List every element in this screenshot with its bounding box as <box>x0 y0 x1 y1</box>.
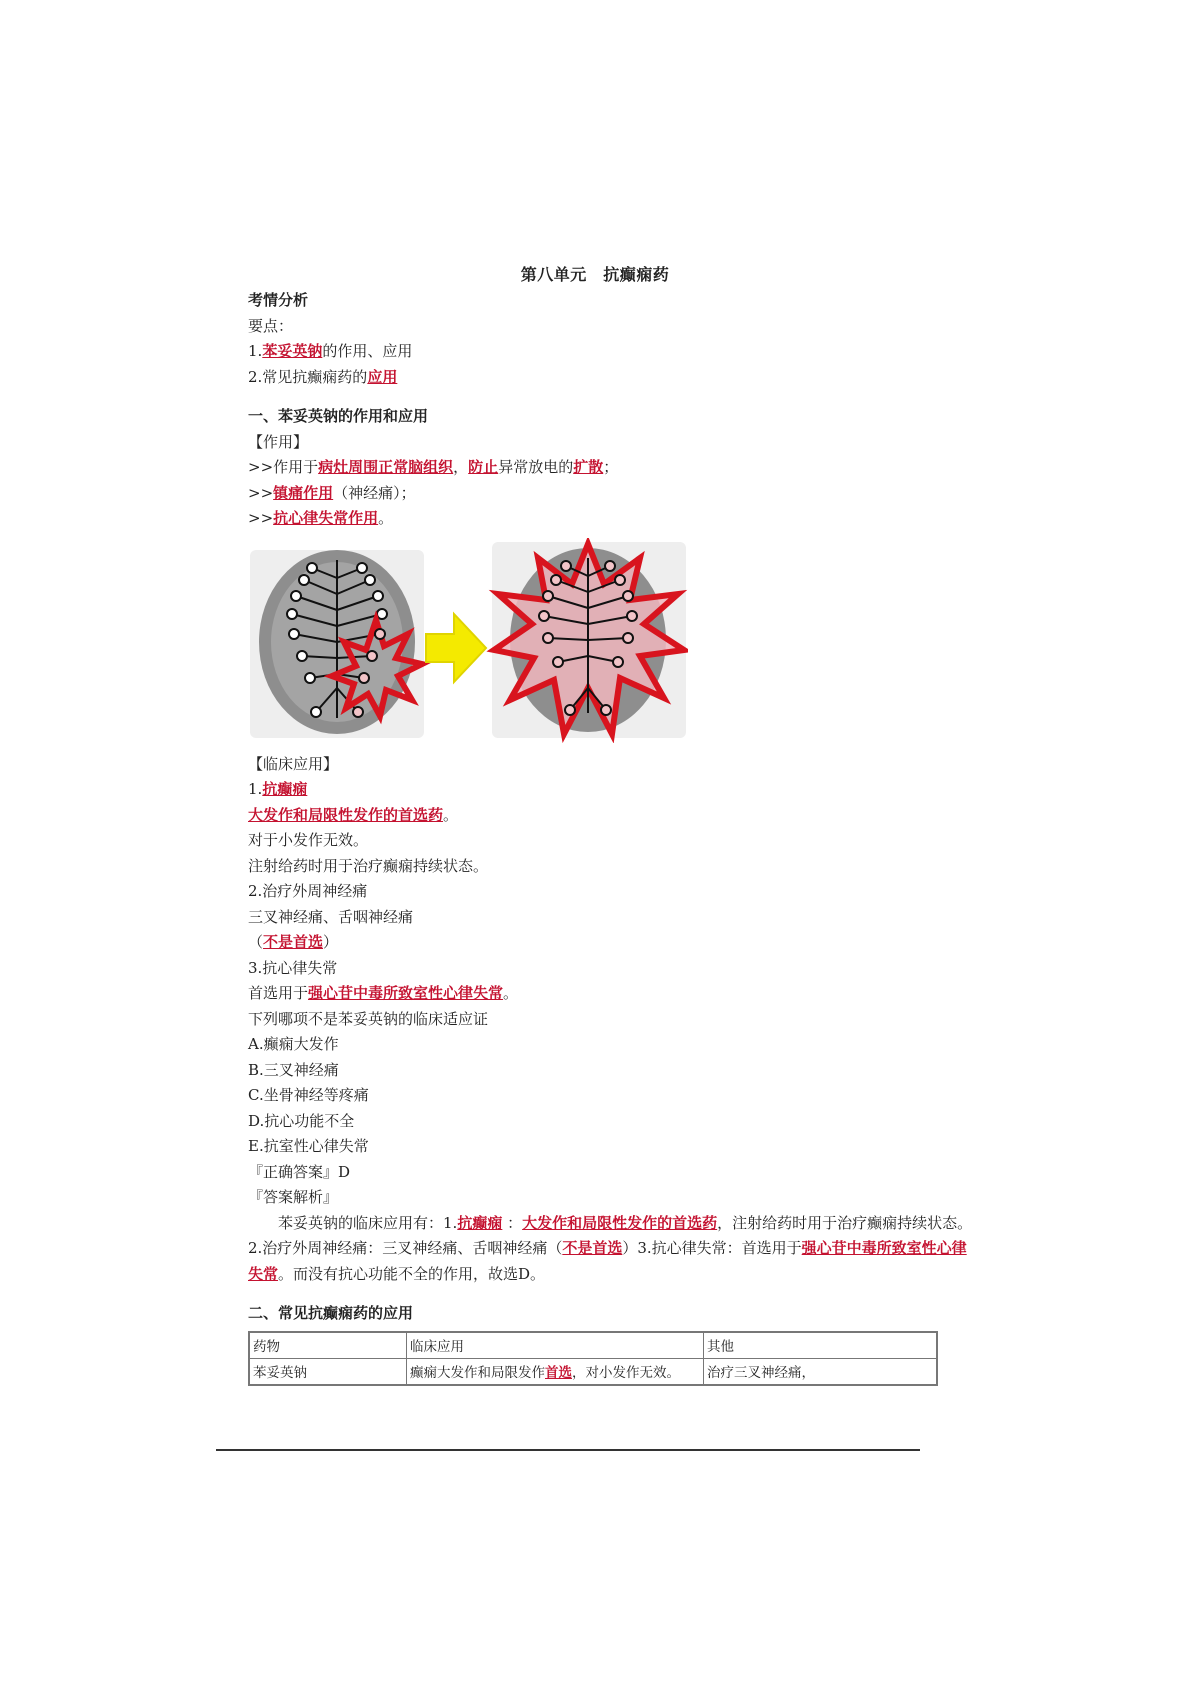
clinical-1-line2 <box>248 803 978 829</box>
clinical-1-line2-end: 。 <box>443 805 459 824</box>
exp-highlight-2: 大发作和局限性发作的首选药 <box>522 1213 718 1232</box>
clinical-2-line2: 三叉神经痛、舌咽神经痛 <box>248 907 414 926</box>
answer-explanation <box>248 1211 978 1288</box>
clinical-3-line1: 3.抗心律失常 <box>248 958 338 977</box>
exp-part-2: ： <box>502 1213 523 1232</box>
clinical-2-highlight: 不是首选 <box>263 933 324 951</box>
spread-arrow-icon <box>426 614 486 682</box>
clinical-2-line1: 2.治疗外周神经痛 <box>248 882 368 900</box>
point-2-prefix: 2.常见抗癫痫药的 <box>248 367 368 386</box>
clinical-2-close: ） <box>323 933 339 951</box>
footer-divider <box>216 1449 920 1451</box>
question-stem: 下列哪项不是苯妥英钠的临床适应证 <box>248 1009 489 1028</box>
seizure-spread-figure <box>248 538 978 748</box>
use-end: ，对小发作无效。 <box>572 1365 680 1381</box>
section2-heading: 二、常见抗癫痫药的应用 <box>248 1304 414 1322</box>
table-row <box>249 1358 937 1385</box>
use-highlight: 首选 <box>545 1365 572 1381</box>
point-1-prefix: 1. <box>248 342 263 360</box>
exp-highlight-4: 强心苷中毒所致室性心律失常 <box>248 1239 967 1283</box>
clinical-3-highlight: 强心苷中毒所致室性心律失常 <box>308 984 504 1002</box>
analysis-label: 『答案解析』 <box>248 1188 339 1206</box>
section1-heading: 一、苯妥英钠的作用和应用 <box>248 407 429 425</box>
action-2-highlight: 镇痛作用 <box>273 483 334 502</box>
clinical-3-prefix: 首选用于 <box>248 984 309 1002</box>
content <box>248 288 978 1386</box>
table-header-cell: 其他 <box>704 1332 938 1359</box>
point-1-highlight: 苯妥英钠 <box>262 342 323 360</box>
action-3-end: 。 <box>378 509 394 527</box>
clinical-1-prefix: 1. <box>248 780 263 798</box>
exp-part-3: ，注射给药时用于治疗癫痫持续状态。2.治疗外周神经痛：三叉神经痛、舌咽神经痛（ <box>248 1213 973 1257</box>
table-header-cell: 药物 <box>249 1332 407 1359</box>
drug-table <box>248 1331 938 1386</box>
clinical-2-line3 <box>248 930 978 956</box>
action-1-end: ； <box>603 458 619 476</box>
point-1 <box>248 339 978 365</box>
clinical-1-highlight: 抗癫痫 <box>262 780 308 798</box>
table-header-cell: 临床应用 <box>407 1332 704 1359</box>
table-header-row <box>249 1332 937 1359</box>
exp-highlight-3: 不是首选 <box>562 1239 623 1257</box>
option-c: C.坐骨神经等疼痛 <box>248 1086 369 1104</box>
action-3-prefix: >> <box>248 509 274 527</box>
clinical-label: 【临床应用】 <box>248 754 339 773</box>
action-1-prefix: >>作用于 <box>248 458 319 476</box>
action-1-mid: 异常放电的 <box>498 458 574 476</box>
option-a: A.癫痫大发作 <box>248 1035 339 1053</box>
exp-part-5: 。而没有抗心功能不全的作用，故选D。 <box>278 1264 546 1283</box>
points-label: 要点： <box>248 316 294 335</box>
table-cell-use <box>407 1358 704 1385</box>
action-3 <box>248 506 978 532</box>
table-cell-other: 治疗三叉神经痛， <box>704 1358 938 1385</box>
correct-answer: 『正确答案』D <box>248 1162 351 1181</box>
action-3-highlight: 抗心律失常作用 <box>273 509 379 527</box>
clinical-1-line2-highlight: 大发作和局限性发作的首选药 <box>248 805 444 824</box>
point-1-rest: 的作用、应用 <box>322 342 413 360</box>
exp-highlight-1: 抗癫痫 <box>457 1213 503 1232</box>
action-1 <box>248 455 978 481</box>
action-label: 【作用】 <box>248 432 309 451</box>
action-1-sep: ， <box>453 458 469 476</box>
analysis-heading: 考情分析 <box>248 291 309 309</box>
clinical-3-line2 <box>248 981 978 1007</box>
clinical-1-line3: 对于小发作无效。 <box>248 831 369 849</box>
option-e: E.抗室性心律失常 <box>248 1137 369 1155</box>
seizure-spread-illustration <box>248 538 688 743</box>
clinical-3-end: 。 <box>503 984 519 1002</box>
page-title: 第八单元 抗癫痫药 <box>520 265 670 284</box>
action-1-highlight-2: 防止 <box>468 458 499 476</box>
action-2-prefix: >> <box>248 483 274 502</box>
exp-part-4: ）3.抗心律失常：首选用于 <box>622 1239 802 1257</box>
exp-part-1: 苯妥英钠的临床应用有：1. <box>278 1213 458 1232</box>
clinical-1-line4: 注射给药时用于治疗癫痫持续状态。 <box>248 856 489 875</box>
point-2 <box>248 365 978 391</box>
clinical-1 <box>248 777 978 803</box>
action-1-highlight-3: 扩散 <box>573 458 604 476</box>
point-2-highlight: 应用 <box>367 367 398 386</box>
table-cell-drug: 苯妥英钠 <box>249 1358 407 1385</box>
clinical-2-open: （ <box>248 933 264 951</box>
use-prefix: 癫痫大发作和局限发作 <box>410 1365 545 1381</box>
action-1-highlight-1: 病灶周围正常脑组织 <box>318 458 454 476</box>
option-b: B.三叉神经痛 <box>248 1060 339 1079</box>
action-2-rest: （神经痛）； <box>333 483 416 502</box>
action-2 <box>248 481 978 507</box>
option-d: D.抗心功能不全 <box>248 1111 355 1130</box>
